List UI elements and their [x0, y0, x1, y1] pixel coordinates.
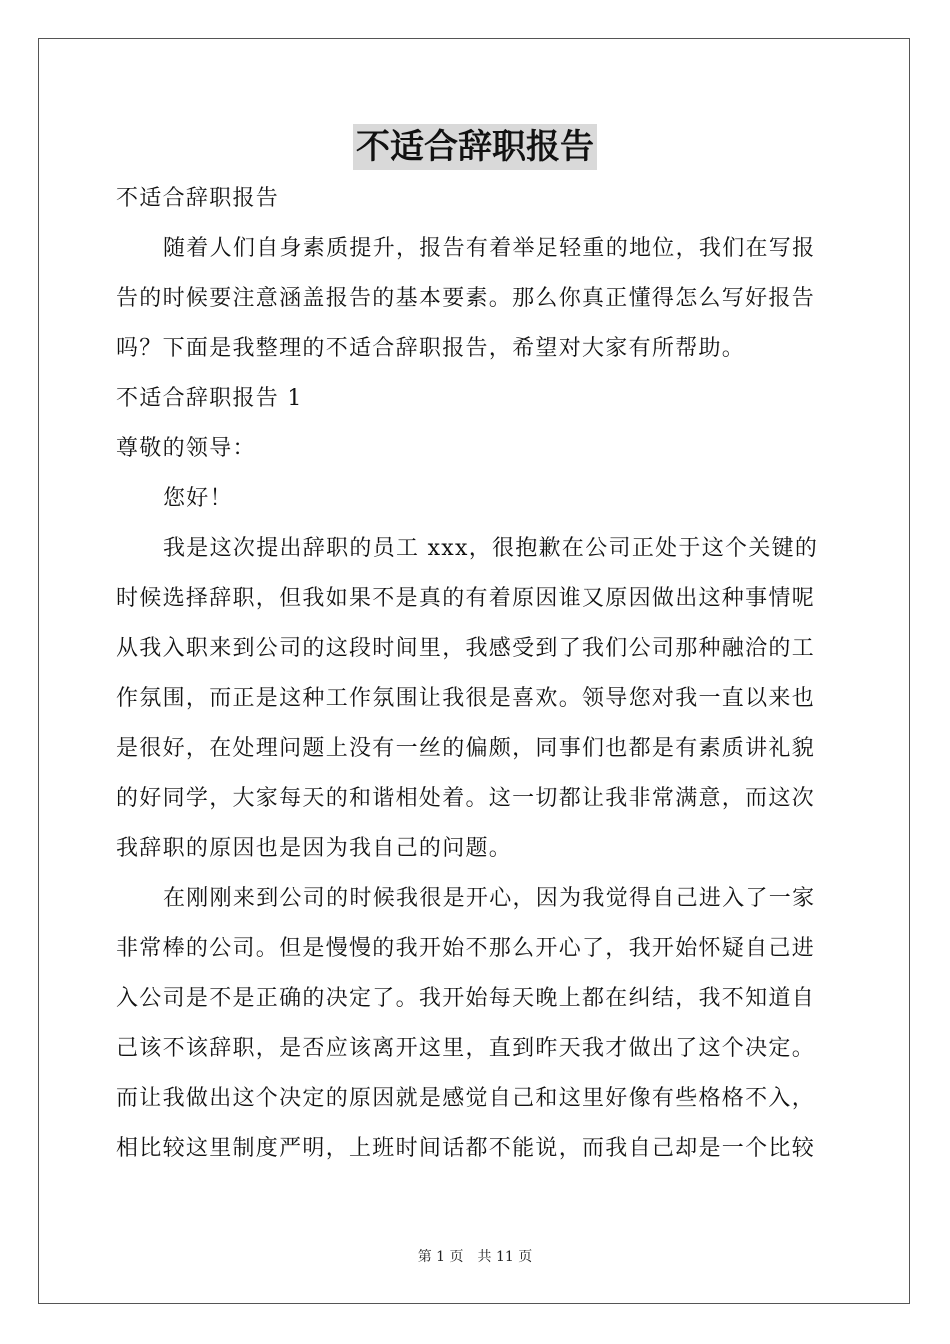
salutation: 尊敬的领导：: [116, 436, 256, 461]
page-number: 第 1 页 共 11 页: [417, 1249, 533, 1265]
intro-line: 随着人们自身素质提升，报告有着举足轻重的地位，我们在写报: [163, 236, 816, 261]
body-line: 相比较这里制度严明，上班时间话都不能说，而我自己却是一个比较: [116, 1136, 816, 1161]
body-line: 非常棒的公司。但是慢慢的我开始不那么开心了，我开始怀疑自己进: [116, 936, 816, 961]
document-title: 不适合辞职报告: [353, 124, 597, 170]
body-line: 己该不该辞职，是否应该离开这里，直到昨天我才做出了这个决定。: [116, 1036, 816, 1061]
body-line: 时候选择辞职，但我如果不是真的有着原因谁又原因做出这种事情呢: [116, 586, 816, 611]
body-line: 从我入职来到公司的这段时间里，我感受到了我们公司那种融洽的工: [116, 636, 816, 661]
page-border: [38, 38, 910, 1304]
body-line: 在刚刚来到公司的时候我很是开心，因为我觉得自己进入了一家: [163, 886, 816, 911]
body-line: 我是这次提出辞职的员工 xxx，很抱歉在公司正处于这个关键的: [163, 536, 819, 561]
body-line: 是很好，在处理问题上没有一丝的偏颇，同事们也都是有素质讲礼貌: [116, 736, 816, 761]
intro-line: 告的时候要注意涵盖报告的基本要素。那么你真正懂得怎么写好报告: [116, 286, 816, 311]
intro-line: 吗？下面是我整理的不适合辞职报告，希望对大家有所帮助。: [116, 336, 746, 361]
body-line: 入公司是不是正确的决定了。我开始每天晚上都在纠结，我不知道自: [116, 986, 816, 1011]
document-title-block: [0, 124, 950, 170]
body-line: 我辞职的原因也是因为我自己的问题。: [116, 836, 513, 861]
body-line: 而让我做出这个决定的原因就是感觉自己和这里好像有些格格不入，: [116, 1086, 816, 1111]
body-line: 的好同学，大家每天的和谐相处着。这一切都让我非常满意，而这次: [116, 786, 816, 811]
body-line: 作氛围，而正是这种工作氛围让我很是喜欢。领导您对我一直以来也: [116, 686, 816, 711]
section-heading: 不适合辞职报告 1: [116, 386, 303, 411]
document-subtitle: 不适合辞职报告: [116, 186, 280, 211]
greeting: 您好！: [163, 486, 233, 511]
